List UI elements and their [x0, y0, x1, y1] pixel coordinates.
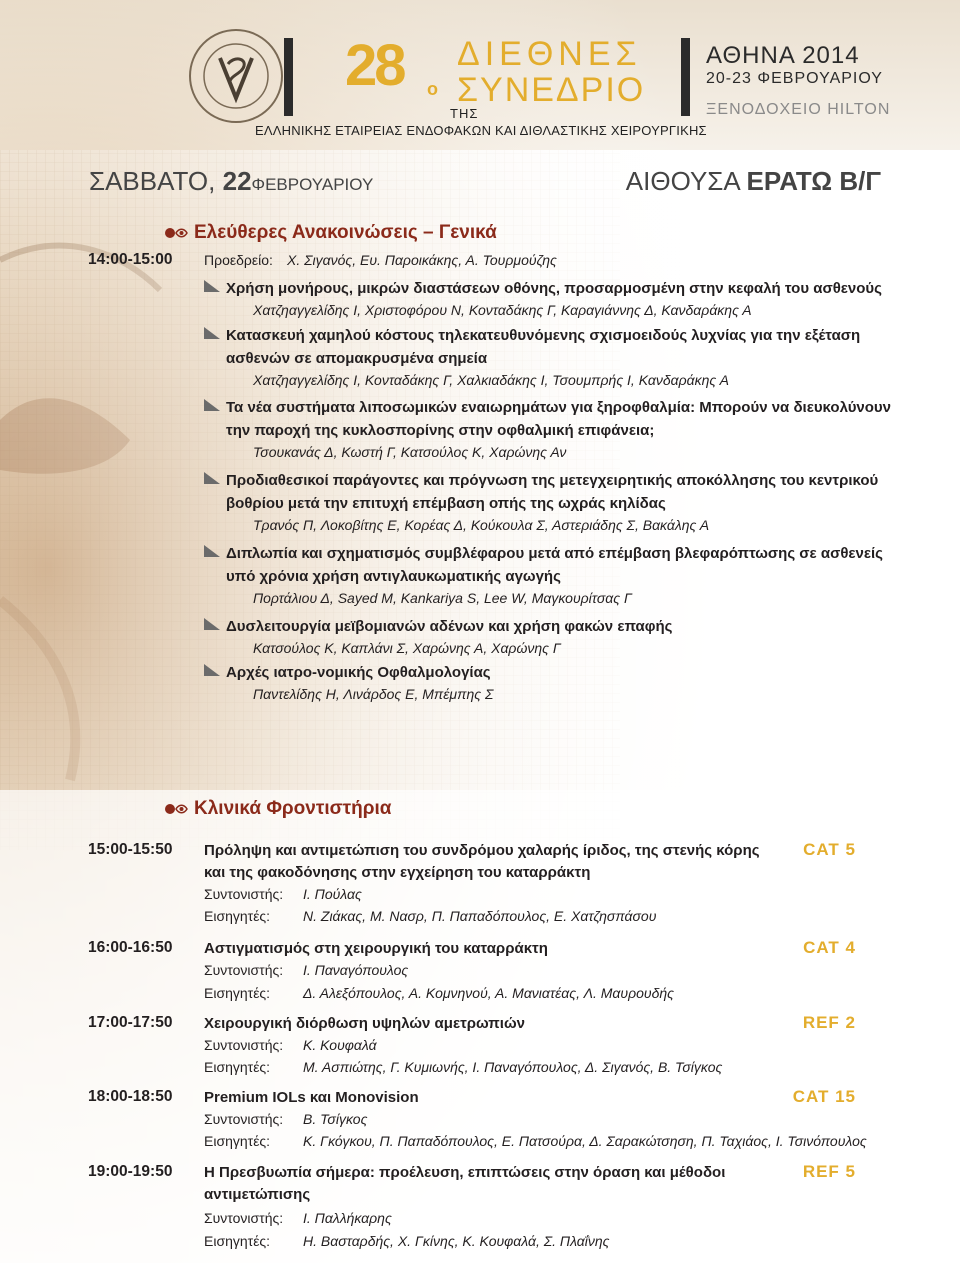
- workshop-code: REF 2: [802, 1013, 856, 1032]
- talk-authors: Κατσούλος Κ, Καπλάνι Σ, Χαρώνης Α, Χαρώνης Γ: [253, 640, 561, 656]
- speaker-names: Μ. Ασπιώτης, Γ. Κυμιωνής, Ι. Παναγόπουλος, Δ. Σιγανός, Β. Τσίγκος: [303, 1059, 723, 1075]
- workshop-coordinator-row: [204, 1037, 377, 1053]
- talk-title: Κατασκευή χαμηλού κόστους τηλεκατευθυνόμενης σχισμοειδούς λυχνίας για την εξέταση ασθενών σε απομακρυσμένα σημεία: [226, 327, 861, 367]
- speakers-label: Εισηγητές:: [204, 985, 271, 1001]
- conference-header: [0, 0, 960, 150]
- session-heading-free-papers: [164, 222, 497, 244]
- coordinator-name: Β. Τσίγκος: [303, 1111, 368, 1127]
- society-logo: [186, 26, 286, 126]
- workshop-title: Χειρουργική διόρθωση υψηλών αμετρωπιών: [204, 1015, 525, 1032]
- workshop-speakers-row: [204, 1133, 867, 1149]
- talk-item: [204, 396, 894, 462]
- speaker-names: Δ. Αλεξόπουλος, Α. Κομνηνού, Α. Μανιατέας, Λ. Μαυρουδής: [303, 985, 674, 1001]
- coordinator-label: Συντονιστής:: [204, 1037, 284, 1053]
- chair-label: Προεδρείο:: [204, 252, 273, 268]
- speaker-names: Κ. Γκόγκου, Π. Παπαδόπουλος, Ε. Πατσούρα, Δ. Σαρακώτσηση, Π. Ταχιάος, Ι. Τσινόπουλος: [303, 1133, 867, 1149]
- workshop-speakers-row: [204, 908, 656, 924]
- workshop-code: CAT 4: [803, 938, 856, 957]
- coordinator-name: Κ. Κουφαλά: [303, 1037, 377, 1053]
- talk-authors: Παντελίδης Η, Λινάρδος Ε, Μπέμπης Σ: [253, 686, 494, 702]
- talk-item: [204, 277, 894, 320]
- session-heading-workshops: [164, 798, 391, 820]
- workshop-coordinator-row: [204, 886, 362, 902]
- workshop-time: 19:00-19:50: [88, 1163, 173, 1180]
- chair-names: Χ. Σιγανός, Ευ. Παροικάκης, Α. Τουρμούζης: [287, 252, 557, 268]
- coordinator-name: Ι. Παναγόπουλος: [303, 962, 409, 978]
- workshop-speakers-row: [204, 985, 674, 1001]
- eye-bullet-icon: [164, 803, 188, 815]
- talk-authors: Χατζηαγγελίδης Ι, Χριστοφόρου Ν, Κονταδάκης Γ, Καραγιάννης Δ, Κανδαράκης Α: [253, 302, 752, 318]
- workshop-title: Premium IOLs και Monovision: [204, 1089, 419, 1106]
- workshop-coordinator-row: [204, 962, 408, 978]
- coordinator-label: Συντονιστής:: [204, 962, 284, 978]
- divider-bar-left: [284, 38, 293, 116]
- session-heading-text: Κλινικά Φροντιστήρια: [194, 798, 392, 819]
- workshop-speakers-row: [204, 1233, 609, 1249]
- talk-title: Δυσλειτουργία μεϊβομιανών αδένων και χρήση φακών επαφής: [226, 618, 673, 635]
- talk-title: Αρχές ιατρο-νομικής Οφθαλμολογίας: [226, 664, 491, 681]
- conference-of: ΤΗΣ: [450, 106, 479, 121]
- hall-label: [626, 166, 881, 197]
- day-month: ΦΕΒΡΟΥΑΡΙΟΥ: [251, 175, 374, 194]
- coordinator-label: Συντονιστής:: [204, 1210, 284, 1226]
- conference-dates: 20-23 ΦΕΒΡΟΥΑΡΙΟΥ: [706, 70, 883, 87]
- conference-title-line1: ΔΙΕΘΝΕΣ: [457, 35, 642, 73]
- workshop-title: Η Πρεσβυωπία σήμερα: προέλευση, επιπτώσεις στην όραση και μέθοδοι αντιμετώπισης: [204, 1164, 726, 1203]
- speakers-label: Εισηγητές:: [204, 1059, 271, 1075]
- speaker-names: Ν. Ζιάκας, Μ. Νασρ, Π. Παπαδόπουλος, Ε. Χατζησπάσου: [303, 908, 657, 924]
- workshop-time: 15:00-15:50: [88, 841, 173, 858]
- speakers-label: Εισηγητές:: [204, 1133, 271, 1149]
- triangle-bullet-icon: [204, 327, 220, 339]
- talk-item: [204, 324, 894, 390]
- talk-title: Χρήση μονήρους, μικρών διαστάσεων οθόνης, προσαρμοσμένη στην κεφαλή του ασθενούς: [226, 280, 882, 297]
- triangle-bullet-icon: [204, 545, 220, 557]
- triangle-bullet-icon: [204, 280, 220, 292]
- speakers-label: Εισηγητές:: [204, 908, 271, 924]
- workshop-coordinator-row: [204, 1111, 367, 1127]
- talk-item: [204, 615, 894, 658]
- hall-prefix: ΑΙΘΟΥΣΑ: [625, 166, 740, 196]
- society-name: ΕΛΛΗΝΙΚΗΣ ΕΤΑΙΡΕΙΑΣ ΕΝΔΟΦΑΚΩΝ ΚΑΙ ΔΙΘΛΑΣΤΙΚΗΣ ΧΕΙΡΟΥΡΓΙΚΗΣ: [255, 123, 707, 138]
- talk-title: Διπλωπία και σχηματισμός συμβλέφαρου μετά από επέμβαση βλεφαρόπτωσης σε ασθενείς υπό χρόνια χρήση αντιγλαυκωματικής αγωγής: [226, 545, 883, 585]
- talk-authors: Τσουκανάς Δ, Κωστή Γ, Κατσούλος Κ, Χαρώνης Αν: [253, 444, 567, 460]
- workshop-title: Πρόληψη και αντιμετώπιση του συνδρόμου χαλαρής ίριδος, της στενής κόρης και της φακοδόνησης στην εγχείρηση του καταρράκτη: [204, 842, 760, 881]
- triangle-bullet-icon: [204, 472, 220, 484]
- talk-title: Τα νέα συστήματα λιποσωμικών εναιωρημάτων για ξηροφθαλμία: Μπορούν να διευκολύνουν την παροχή της κυκλοσπορίνης στην οφθαλμική επιφάνεια;: [226, 399, 892, 439]
- edition-number: 28: [345, 33, 404, 98]
- workshop-time: 18:00-18:50: [88, 1088, 173, 1105]
- edition-ordinal: ο: [427, 79, 438, 99]
- speakers-label: Εισηγητές:: [204, 1233, 271, 1249]
- talk-authors: Τρανός Π, Λοκοβίτης Ε, Κορέας Δ, Κούκουλα Σ, Αστεριάδης Σ, Βακάλης Α: [253, 517, 710, 533]
- talk-item: [204, 469, 894, 535]
- workshop-time: 17:00-17:50: [88, 1014, 173, 1031]
- talk-authors: Πορτάλιου Δ, Sayed M, Kankariya S, Lee W, Μαγκουρίτσας Γ: [253, 590, 632, 606]
- workshop-code: REF 5: [802, 1162, 856, 1181]
- day-number: 22: [222, 166, 252, 196]
- workshop-code: CAT 15: [792, 1087, 856, 1106]
- talk-item: [204, 542, 894, 608]
- workshop-time: 16:00-16:50: [88, 939, 173, 956]
- city-year: ΑΘΗΝΑ 2014: [706, 42, 860, 69]
- venue-name: ΞΕΝΟΔΟΧΕΙΟ HILTON: [706, 101, 891, 118]
- workshop-speakers-row: [204, 1059, 722, 1075]
- talk-item: [204, 661, 894, 704]
- conference-title-line2: ΣΥΝΕΔΡΙΟ: [457, 71, 646, 109]
- triangle-bullet-icon: [204, 399, 220, 411]
- triangle-bullet-icon: [204, 618, 220, 630]
- speaker-names: Η. Βασταρδής, Χ. Γκίνης, Κ. Κουφαλά, Σ. Πλαΐνης: [303, 1233, 610, 1249]
- talk-authors: Χατζηαγγελίδης Ι, Κονταδάκης Γ, Χαλκιαδάκης Ι, Τσουμπρής Ι, Κανδαράκης Α: [253, 372, 729, 388]
- talk-title: Προδιαθεσικοί παράγοντες και πρόγνωση της μετεγχειρητικής αποκόλλησης του κεντρικού βοθρίου μετά την επιτυχή επέμβαση οπής της ωχράς κηλίδας: [226, 472, 879, 512]
- hall-name: ΕΡΑΤΩ Β/Γ: [746, 166, 881, 196]
- session-time: 14:00-15:00: [88, 251, 173, 268]
- coordinator-label: Συντονιστής:: [204, 1111, 284, 1127]
- triangle-bullet-icon: [204, 664, 220, 676]
- coordinator-name: Ι. Πούλας: [303, 886, 362, 902]
- workshop-title: Αστιγματισμός στη χειρουργική του καταρράκτη: [204, 940, 548, 957]
- coordinator-name: Ι. Παλλήκαρης: [303, 1210, 392, 1226]
- divider-bar-right: [681, 38, 690, 116]
- workshop-code: CAT 5: [803, 840, 856, 859]
- workshop-coordinator-row: [204, 1210, 392, 1226]
- weekday: ΣΑΒΒΑΤΟ,: [89, 166, 216, 196]
- day-label: [89, 166, 373, 197]
- coordinator-label: Συντονιστής:: [204, 886, 284, 902]
- session-heading-text: Ελεύθερες Ανακοινώσεις – Γενικά: [194, 222, 497, 243]
- eye-bullet-icon: [164, 227, 188, 239]
